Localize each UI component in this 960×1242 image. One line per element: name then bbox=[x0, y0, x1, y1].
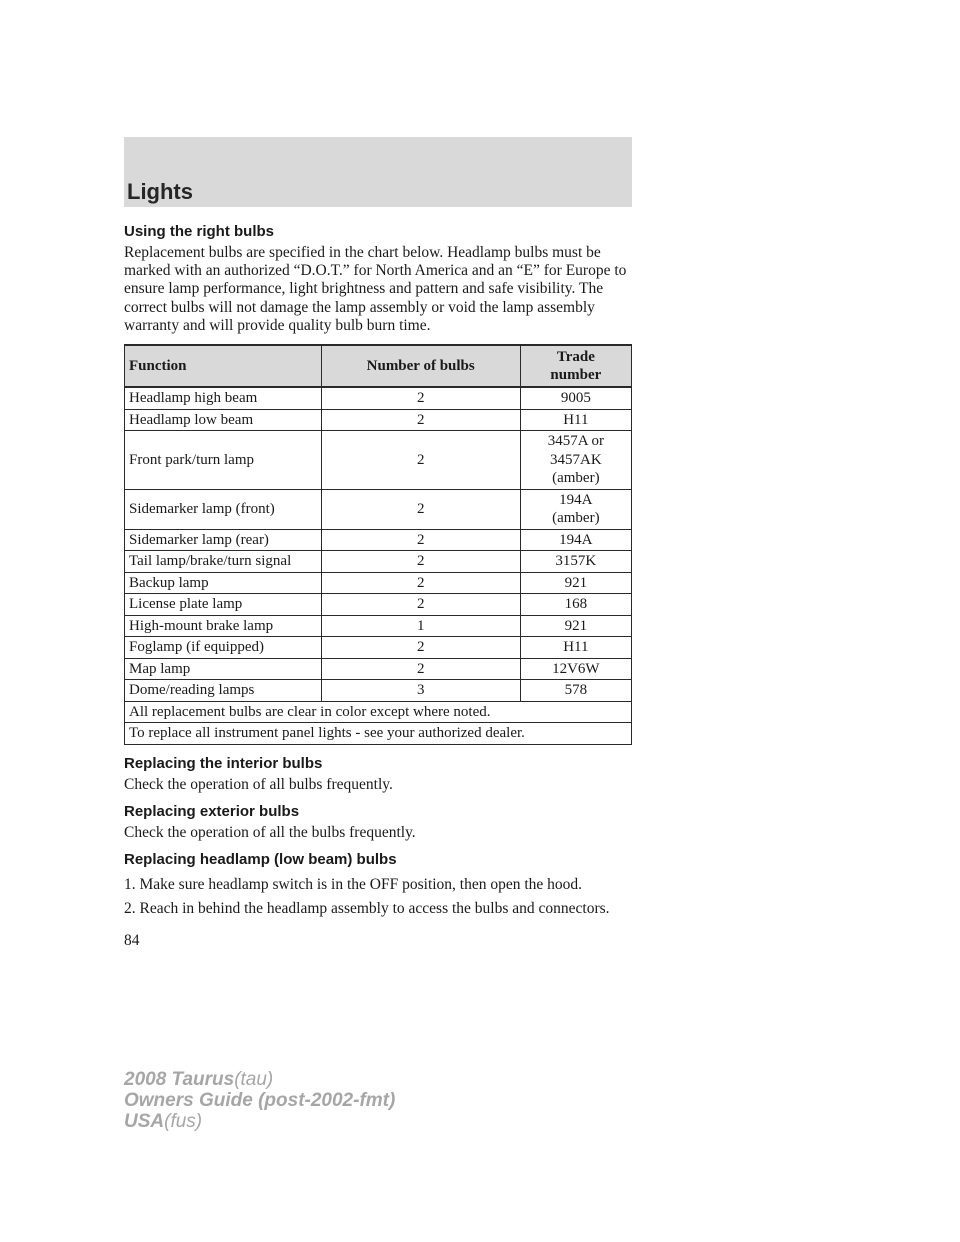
cell-number-of-bulbs: 1 bbox=[321, 615, 520, 637]
section-title: Lights bbox=[127, 179, 193, 204]
cell-number-of-bulbs: 2 bbox=[321, 387, 520, 409]
footer-line-1 bbox=[124, 1069, 395, 1090]
cell-number-of-bulbs: 2 bbox=[321, 637, 520, 659]
interior-bulbs-text: Check the operation of all bulbs frequently. bbox=[124, 775, 393, 793]
footer-guide: Owners Guide (post-2002-fmt) bbox=[124, 1090, 396, 1111]
cell-trade-number: 3457A or 3457AK (amber) bbox=[520, 431, 631, 490]
bulb-specification-table bbox=[124, 344, 632, 745]
cell-number-of-bulbs: 2 bbox=[321, 594, 520, 616]
table-row bbox=[125, 680, 632, 702]
cell-function: Sidemarker lamp (front) bbox=[125, 489, 322, 529]
footer-model-code: (tau) bbox=[234, 1069, 274, 1090]
footer-market: USA bbox=[124, 1111, 165, 1132]
step-1: 1. Make sure headlamp switch is in the OFF position, then open the hood. bbox=[124, 875, 583, 893]
cell-trade-number: 9005 bbox=[520, 387, 631, 409]
cell-function: Backup lamp bbox=[125, 572, 322, 594]
column-header-function: Function bbox=[125, 345, 322, 387]
cell-number-of-bulbs: 2 bbox=[321, 431, 520, 490]
table-row bbox=[125, 387, 632, 409]
table-notes bbox=[125, 701, 632, 744]
note-clear-color: All replacement bulbs are clear in color except where noted. bbox=[125, 701, 632, 723]
table-row bbox=[125, 431, 632, 490]
footer-line-2 bbox=[124, 1090, 395, 1111]
table-row bbox=[125, 489, 632, 529]
cell-trade-number: H11 bbox=[520, 409, 631, 431]
page-number: 84 bbox=[124, 932, 140, 949]
table-header-row bbox=[125, 345, 632, 387]
heading-exterior-bulbs: Replacing exterior bulbs bbox=[124, 802, 300, 820]
table-row bbox=[125, 658, 632, 680]
column-header-number-of-bulbs: Number of bulbs bbox=[321, 345, 520, 387]
cell-trade-number: 12V6W bbox=[520, 658, 631, 680]
cell-function: High-mount brake lamp bbox=[125, 615, 322, 637]
cell-function: Sidemarker lamp (rear) bbox=[125, 529, 322, 551]
table-row bbox=[125, 594, 632, 616]
cell-trade-number: H11 bbox=[520, 637, 631, 659]
heading-using-right-bulbs: Using the right bulbs bbox=[124, 223, 274, 240]
cell-number-of-bulbs: 3 bbox=[321, 680, 520, 702]
page-content bbox=[124, 222, 632, 918]
table-body bbox=[125, 387, 632, 701]
cell-number-of-bulbs: 2 bbox=[321, 489, 520, 529]
footer-model: 2008 Taurus bbox=[124, 1069, 235, 1090]
cell-trade-number: 921 bbox=[520, 572, 631, 594]
table-row bbox=[125, 551, 632, 573]
cell-function: Front park/turn lamp bbox=[125, 431, 322, 490]
table-row bbox=[125, 409, 632, 431]
exterior-bulbs-text: Check the operation of all the bulbs frequently. bbox=[124, 823, 416, 841]
cell-trade-number: 3157K bbox=[520, 551, 631, 573]
section-header-band bbox=[124, 137, 632, 207]
heading-interior-bulbs: Replacing the interior bulbs bbox=[124, 754, 323, 772]
cell-trade-number: 194A (amber) bbox=[520, 489, 631, 529]
table-note-row bbox=[125, 723, 632, 745]
table-row bbox=[125, 572, 632, 594]
table-row bbox=[125, 615, 632, 637]
document-footer bbox=[124, 1069, 395, 1132]
cell-function: Dome/reading lamps bbox=[125, 680, 322, 702]
heading-headlamp-low-beam: Replacing headlamp (low beam) bulbs bbox=[124, 850, 397, 868]
step-2: 2. Reach in behind the headlamp assembly to access the bulbs and connectors. bbox=[124, 900, 610, 918]
cell-trade-number: 168 bbox=[520, 594, 631, 616]
note-instrument-panel: To replace all instrument panel lights - see your authorized dealer. bbox=[125, 723, 632, 745]
cell-number-of-bulbs: 2 bbox=[321, 529, 520, 551]
cell-function: Headlamp low beam bbox=[125, 409, 322, 431]
intro-paragraph: Replacement bulbs are specified in the chart below. Headlamp bulbs must be marked with an authorized “D.O.T.” for North America and an “E” for Europe to ensure lamp performance, light brightness and pattern and safe visibility. The correct bulbs will not damage the lamp assembly or void the lamp assembly warranty and will provide quality bulb burn time. bbox=[124, 244, 627, 334]
cell-function: Tail lamp/brake/turn signal bbox=[125, 551, 322, 573]
cell-function: Foglamp (if equipped) bbox=[125, 637, 322, 659]
cell-function: Headlamp high beam bbox=[125, 387, 322, 409]
cell-trade-number: 578 bbox=[520, 680, 631, 702]
footer-market-code: (fus) bbox=[164, 1111, 203, 1132]
table-row bbox=[125, 637, 632, 659]
cell-number-of-bulbs: 2 bbox=[321, 658, 520, 680]
table-note-row bbox=[125, 701, 632, 723]
cell-number-of-bulbs: 2 bbox=[321, 551, 520, 573]
cell-trade-number: 194A bbox=[520, 529, 631, 551]
column-header-trade-number: Trade number bbox=[520, 345, 631, 387]
cell-function: License plate lamp bbox=[125, 594, 322, 616]
cell-number-of-bulbs: 2 bbox=[321, 409, 520, 431]
table-row bbox=[125, 529, 632, 551]
footer-line-3 bbox=[124, 1111, 395, 1132]
cell-number-of-bulbs: 2 bbox=[321, 572, 520, 594]
cell-trade-number: 921 bbox=[520, 615, 631, 637]
cell-function: Map lamp bbox=[125, 658, 322, 680]
